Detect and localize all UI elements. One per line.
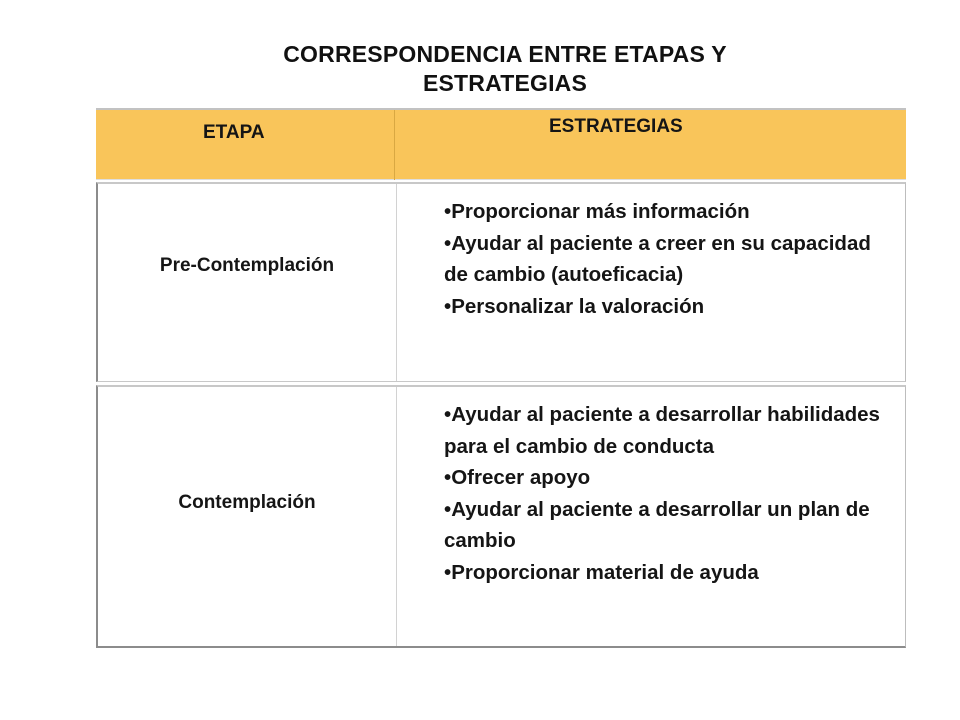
page-title-line-1: CORRESPONDENCIA ENTRE ETAPAS Y (283, 41, 727, 67)
table-row-precontemplation (96, 182, 906, 382)
table-header-row (96, 108, 906, 180)
strategy-item: • Ayudar al paciente a creer en su capacidad de cambio (autoeficacia) (444, 228, 884, 291)
column-divider (396, 387, 397, 646)
strategy-item: • Ofrecer apoyo (444, 462, 884, 494)
stage-cell: Contemplación (178, 492, 316, 513)
column-divider (396, 184, 397, 381)
stage-cell: Pre-Contemplación (159, 255, 335, 276)
strategies-list (444, 196, 884, 322)
strategy-item: • Ayudar al paciente a desarrollar un plan de cambio (444, 494, 884, 557)
header-strategies: ESTRATEGIAS (549, 116, 683, 137)
page-title (200, 40, 810, 98)
table-row-contemplation (96, 385, 906, 648)
strategy-item: • Ayudar al paciente a desarrollar habilidades para el cambio de conducta (444, 399, 884, 462)
stages-strategies-table (96, 108, 906, 648)
page-title-line-2: ESTRATEGIAS (422, 70, 588, 96)
strategies-list (444, 399, 884, 588)
header-stage: ETAPA (203, 122, 265, 143)
strategy-item: • Personalizar la valoración (444, 291, 884, 323)
header-divider (394, 110, 395, 180)
strategy-item: • Proporcionar material de ayuda (444, 557, 884, 589)
strategy-item: • Proporcionar más información (444, 196, 884, 228)
